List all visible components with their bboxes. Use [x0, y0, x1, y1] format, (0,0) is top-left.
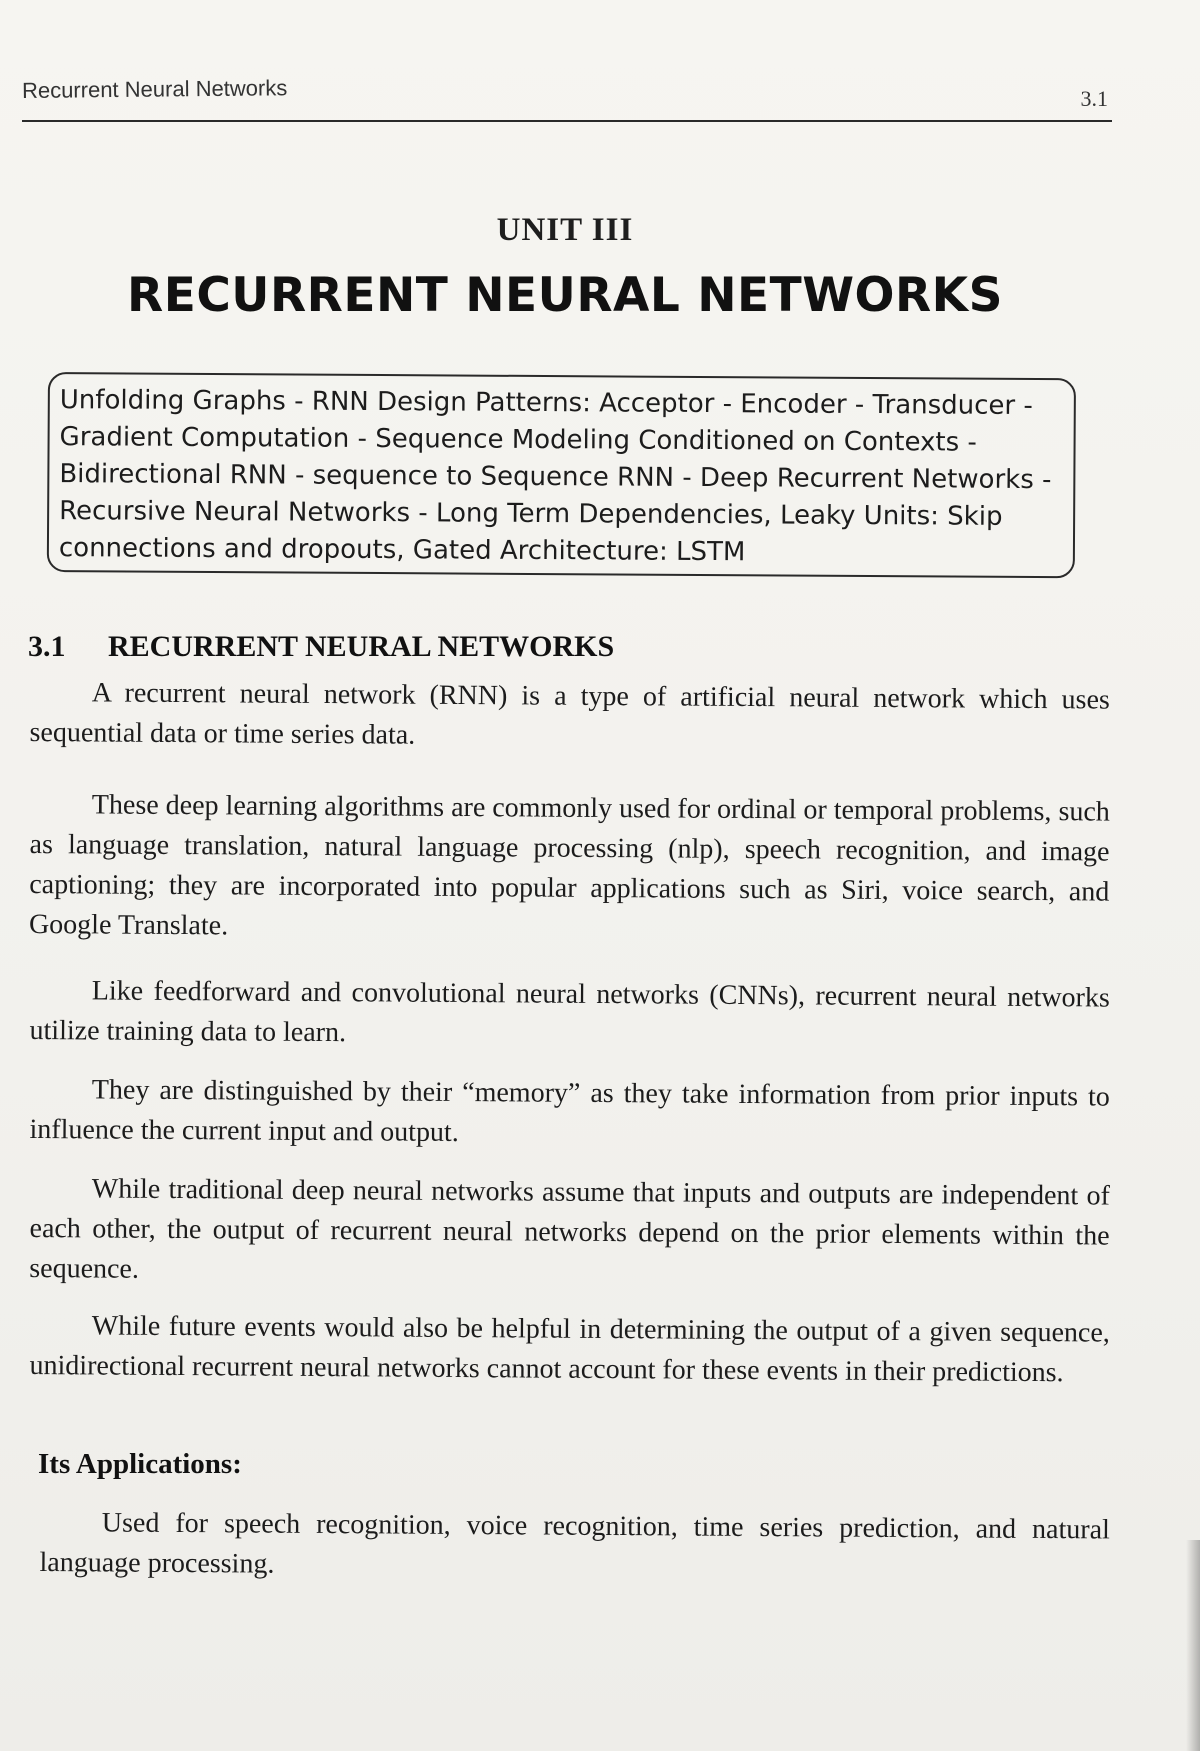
- paragraph-text: They are distinguished by their “memory” as they take information from prior inputs to influence the current input and output.: [29, 1074, 1110, 1148]
- syllabus-line: [59, 493, 1061, 536]
- running-header-title: Recurrent Neural Networks: [21, 75, 288, 103]
- applications-heading: Its Applications:: [38, 1448, 242, 1480]
- paragraph-text: Used for speech recognition, voice recognition, time series prediction, and natural language processing.: [39, 1507, 1110, 1580]
- page-number: 3.1: [1080, 86, 1108, 111]
- section-title: RECURRENT NEURAL NETWORKS: [108, 630, 615, 663]
- paragraph: [29, 1070, 1110, 1158]
- syllabus-line-text: connections and dropouts, Gated Architecture: LSTM: [58, 533, 746, 568]
- paragraph-text: Like feedforward and convolutional neural networks (CNNs), recurrent neural networks utilize training data to learn.: [29, 975, 1110, 1049]
- running-header: [22, 70, 1112, 122]
- syllabus-box: [47, 372, 1076, 578]
- syllabus-line-text: Bidirectional RNN - sequence to Sequence RNN - Deep Recurrent Networks -: [59, 459, 1052, 496]
- paragraph: [29, 1169, 1110, 1297]
- unit-label: UNIT III: [496, 212, 634, 248]
- paragraph: [29, 785, 1110, 953]
- paragraph: [29, 673, 1110, 761]
- page-edge-shadow: [1186, 1540, 1200, 1751]
- paragraph-text: These deep learning algorithms are commonly used for ordinal or temporal problems, such as language translation, natural language processing (nlp), speech recognition, and image captioning; they are incorporated into popular applications such as Siri, voice search, and Google Translate.: [28, 789, 1110, 942]
- syllabus-line: [59, 530, 1061, 573]
- chapter-title: RECURRENT NEURAL NETWORKS: [127, 268, 1003, 323]
- paragraph-text: A recurrent neural network (RNN) is a type of artificial neural network which uses sequential data or time series data.: [29, 677, 1110, 751]
- syllabus-line-text: Unfolding Graphs - RNN Design Patterns: Acceptor - Encoder - Transducer -: [59, 385, 1033, 422]
- section-number: 3.1: [28, 630, 66, 663]
- syllabus-line: [59, 456, 1061, 499]
- paragraph: [29, 1306, 1110, 1394]
- section-heading: [28, 630, 614, 664]
- syllabus-line: [60, 382, 1062, 425]
- paragraph-text: While traditional deep neural networks assume that inputs and outputs are independent of each other, the output of recurrent neural networks depend on the prior elements within the sequence.: [29, 1173, 1110, 1285]
- applications-paragraph: [39, 1503, 1110, 1590]
- syllabus-line: [59, 419, 1061, 462]
- syllabus-line-text: Gradient Computation - Sequence Modeling Conditioned on Contexts -: [59, 422, 977, 458]
- paragraph-text: While future events would also be helpful in determining the output of a given sequence, unidirectional recurrent neural networks cannot account for these events in their predictions.: [29, 1310, 1110, 1389]
- syllabus-line-text: Recursive Neural Networks - Long Term Dependencies, Leaky Units: Skip: [59, 496, 1003, 532]
- paragraph: [29, 971, 1110, 1059]
